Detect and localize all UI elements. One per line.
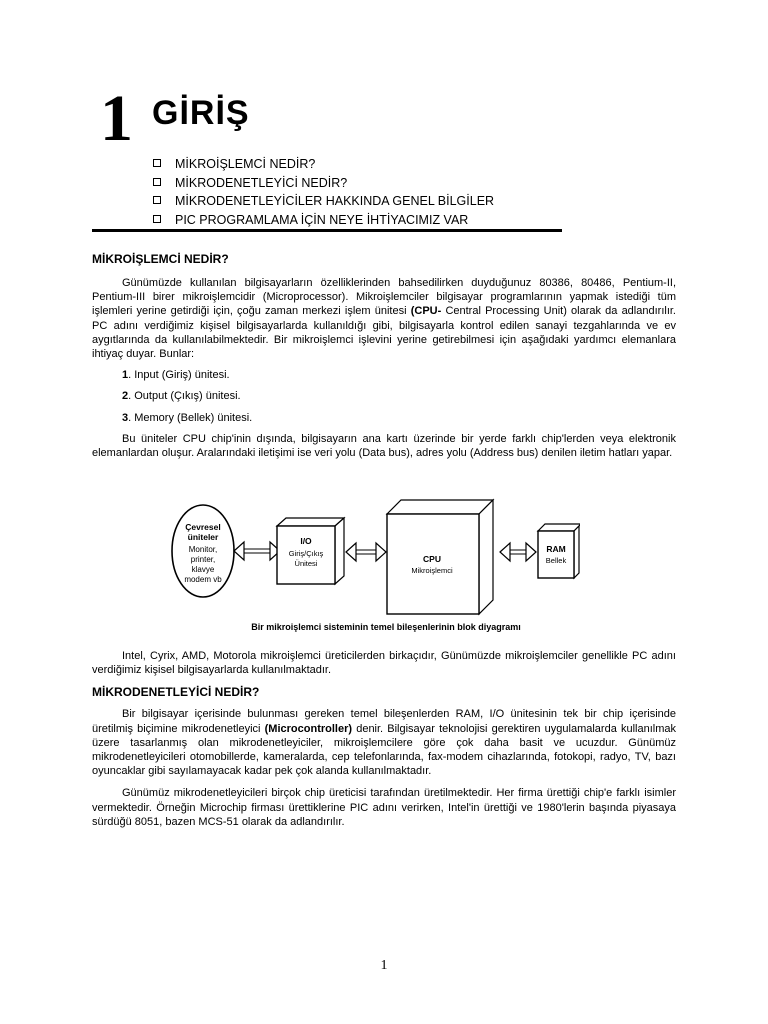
toc-item xyxy=(152,211,494,230)
ram-box xyxy=(538,531,574,578)
paragraph: Intel, Cyrix, AMD, Motorola mikroişlemci üreticilerden birkaçıdır, Günümüzde mikroişlemciler genellikle PC adını verdiğimiz kişisel bilgisayarlarda kullanılmaktadır. xyxy=(92,650,676,677)
list-number: 1 xyxy=(122,369,129,382)
checkbox-bullet-icon xyxy=(153,196,161,204)
block-diagram xyxy=(170,494,580,636)
cpu-box xyxy=(387,514,479,614)
list-text: . Input (Giriş) ünitesi. xyxy=(128,369,230,382)
peripherals-label: klavye xyxy=(191,565,215,574)
peripherals-label: Monitor, xyxy=(188,545,218,554)
checkbox-bullet-icon xyxy=(153,159,161,167)
paragraph: Bu üniteler CPU chip'inin dışında, bilgisayarın ana kartı üzerinde bir yerde farklı chip'lerden veya elektronik elemanlardan oluşur. Aralarındaki iletişimi ise veri yolu (Data bus), adres yolu (Address bus) denilen iletim hatları yapar. xyxy=(92,432,676,460)
paragraph-bold-text: (CPU- xyxy=(410,305,442,318)
list-item xyxy=(122,389,676,403)
list-text: . Output (Çıkış) ünitesi. xyxy=(128,390,241,403)
paragraph-text: Central Processing Unit) olarak da adlandırılır. PC adını verdiğimiz kişisel bilgisayarlarda kullanıldığı gibi, bilgisayarla kontrol edilen sanayi tezgahlarında ve ev aygıtlarında da kullanılabilmektedir. Bir mikroişlemci işlevini yerine getirebilmesi için aşağıdaki yardımcı elemanlara ihtiyaç duyar. Bunlar: xyxy=(92,305,676,361)
diagram-caption: Bir mikroişlemci sisteminin temel bileşenlerinin blok diyagramı xyxy=(251,622,521,632)
header-divider xyxy=(92,229,562,232)
page-number: 1 xyxy=(380,958,388,973)
peripherals-label: modem vb xyxy=(184,575,222,584)
chapter-number: 1 xyxy=(100,82,133,155)
toc-item xyxy=(152,192,494,211)
ram-label: RAM xyxy=(546,544,566,554)
ram-label: Bellek xyxy=(545,556,567,565)
paragraph xyxy=(92,276,676,361)
cpu-box-side xyxy=(479,500,493,614)
peripherals-label: Çevresel xyxy=(185,522,221,532)
section-microcontroller xyxy=(92,649,676,829)
paragraph-text: denir. Bilgisayar teknolojisi gerektiren uygulamalarda kullanılmak üzere tasarlanmış olan mikrodenetleyiciler, mikroişlemcilere göre çok daha basit ve ucuzdur. Günümüz mikrodenetleyicileri otomobillerde, kameralarda, cep telefonlarında, fax-modem cihazlarında, fotokopi, radyo, TV, bazı oyuncaklar gibi sayılamayacak kadar pek çok alanda kullanılmaktadır. xyxy=(92,722,676,778)
toc-item-label: MİKRODENETLEYİCİ NEDİR? xyxy=(175,175,348,190)
section-heading: MİKRODENETLEYİCİ NEDİR? xyxy=(92,685,260,700)
checkbox-bullet-icon xyxy=(153,215,161,223)
chapter-toc xyxy=(152,155,494,229)
list-number: 3 xyxy=(122,411,129,424)
toc-item xyxy=(152,174,494,193)
paragraph-text: Günümüzde kullanılan bilgisayarların özelliklerinden bahsedilirken duyduğunuz 80386, 80486, Pentium-II, Pentium-III birer mikroişlemcidir (Microprocessor). Mikroişlemciler bilgisayar programlarının yapmak istediği tüm işlemleri yerine getirdiği için, çoğu zaman merkezi işlem ünitesi xyxy=(92,277,676,318)
arrow-head xyxy=(234,542,244,560)
checkbox-bullet-icon xyxy=(153,178,161,186)
block-diagram-svg xyxy=(170,494,580,636)
arrow-head xyxy=(376,543,386,561)
cpu-label: CPU xyxy=(423,554,441,564)
io-label: Giriş/Çıkış xyxy=(288,549,324,558)
cpu-box-top xyxy=(387,500,493,514)
list-item xyxy=(122,368,676,382)
peripherals-label: printer, xyxy=(190,555,216,564)
arrow-head xyxy=(346,543,356,561)
io-label: Ünitesi xyxy=(294,559,318,568)
ram-box-top xyxy=(538,524,580,531)
cpu-label: Mikroişlemci xyxy=(411,566,453,575)
paragraph-text: Bir bilgisayar içerisinde bulunması gereken temel bileşenlerden RAM, I/O ünitesinin tek bir chip içerisinde üretilmiş biçimine mikrodenetleyici xyxy=(92,708,676,735)
paragraph-bold-text: (Microcontroller) xyxy=(264,722,353,735)
paragraph: Günümüz mikrodenetleyicileri birçok chip üreticisi tarafından üretilmektedir. Her firma ürettiği chip'e farklı isimler vermektedir. Örneğin Microchip firması ürettiklerine PIC adını verirken, Intel'in ürettiği ve 1980'lerin başında piyasaya sürdüğü 8051, bazen MCS-51 olarak da adlandırılır. xyxy=(92,787,676,828)
list-text: . Memory (Bellek) ünitesi. xyxy=(128,411,253,424)
paragraph xyxy=(92,707,676,778)
list-item xyxy=(122,411,676,425)
toc-item-label: PIC PROGRAMLAMA İÇİN NEYE İHTİYACIMIZ VAR xyxy=(175,212,469,227)
arrow-head xyxy=(500,543,510,561)
list-number: 2 xyxy=(122,390,129,403)
io-label: I/O xyxy=(300,536,312,546)
ram-box-side xyxy=(574,526,579,578)
toc-item-label: MİKRODENETLEYİCİLER HAKKINDA GENEL BİLGİLER xyxy=(175,194,495,208)
peripherals-label: üniteler xyxy=(187,532,219,542)
io-box-side xyxy=(335,518,344,584)
section-microprocessor xyxy=(92,252,676,460)
section-heading: MİKROİŞLEMCİ NEDİR? xyxy=(92,252,229,266)
toc-item xyxy=(152,155,494,174)
chapter-title: GİRİŞ xyxy=(152,94,250,132)
arrow-head xyxy=(526,543,536,561)
toc-item-label: MİKROİŞLEMCİ NEDİR? xyxy=(175,157,316,171)
io-box-top xyxy=(277,518,344,526)
